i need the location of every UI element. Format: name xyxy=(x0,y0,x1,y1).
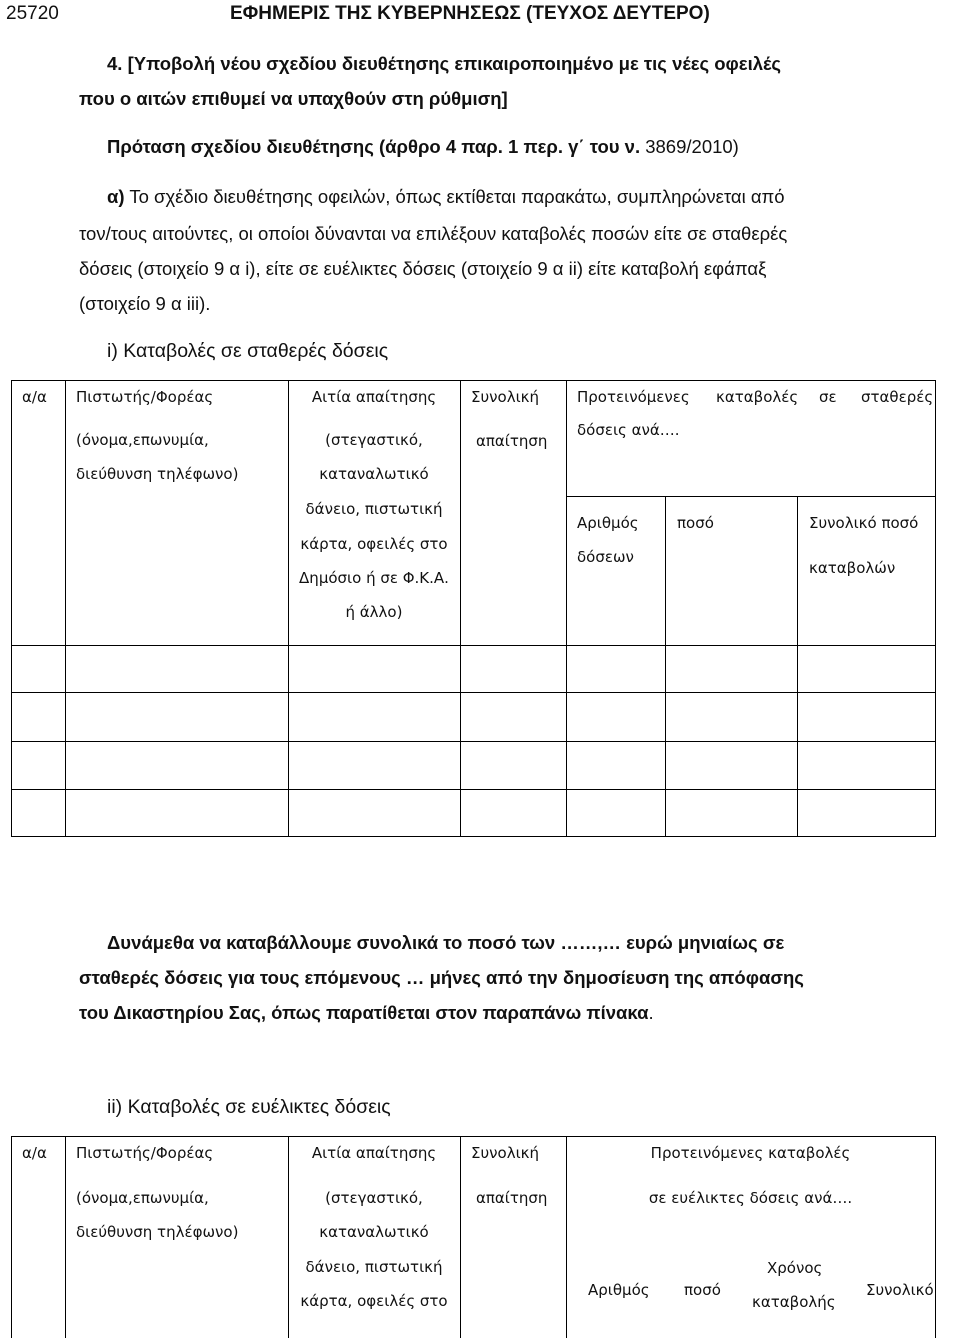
fixed-col-creditor-l2: (όνομα,επωνυμία, xyxy=(76,431,209,449)
flex-sub-amount: ποσό xyxy=(684,1281,721,1299)
paragraph-a-line4: (στοιχείο 9 α iii). xyxy=(79,293,211,314)
flex-col-cause-l4: δάνειο, πιστωτική xyxy=(305,1258,443,1276)
flex-col-creditor-l1: Πιστωτής/Φορέας xyxy=(76,1144,214,1162)
fixed-sub-amount: ποσό xyxy=(677,514,714,532)
closing-period: . xyxy=(648,1002,654,1023)
fixed-col-proposed-w2: καταβολές xyxy=(716,388,799,406)
section-heading-line1: 4. [Υποβολή νέου σχεδίου διευθέτησης επικαιροποιημένο με τις νέες οφειλές xyxy=(107,53,781,74)
flex-col-total-l1: Συνολική xyxy=(471,1144,540,1162)
flex-col-creditor-l3: διεύθυνση τηλέφωνο) xyxy=(76,1223,239,1241)
proposal-subheading-law: 3869/2010) xyxy=(640,136,739,157)
flexible-installments-title: ii) Καταβολές σε ευέλικτες δόσεις xyxy=(107,1096,391,1118)
proposal-subheading xyxy=(107,130,739,164)
fixed-col-creditor-l3: διεύθυνση τηλέφωνο) xyxy=(76,465,239,483)
proposal-subheading-bold: Πρόταση σχεδίου διευθέτησης (άρθρο 4 παρ. 1 περ. γ΄ του ν. xyxy=(107,136,641,157)
fixed-sub-total-l1: Συνολικό ποσό xyxy=(809,514,919,532)
fixed-col-cause-l2: (στεγαστικό, xyxy=(325,431,423,449)
fixed-col-cause-l4: δάνειο, πιστωτική xyxy=(305,500,443,518)
closing-line1: Δυνάμεθα να καταβάλλουμε συνολικά το ποσό των ……,… ευρώ μηνιαίως σε xyxy=(107,932,785,953)
flex-sub-count: Αριθμός xyxy=(588,1281,650,1299)
fixed-col-proposed-w1: Προτεινόμενες xyxy=(577,388,690,406)
flex-col-creditor-l2: (όνομα,επωνυμία, xyxy=(76,1189,209,1207)
section-heading-line2: που ο αιτών επιθυμεί να υπαχθούν στη ρύθμιση] xyxy=(79,88,508,109)
flex-col-aa: α/α xyxy=(22,1144,47,1162)
paragraph-a-label: α) xyxy=(107,186,125,207)
fixed-installments-title: i) Καταβολές σε σταθερές δόσεις xyxy=(107,340,389,362)
fixed-col-proposed-l2: δόσεις ανά…. xyxy=(577,421,680,439)
flex-sub-total: Συνολικό xyxy=(866,1281,934,1299)
paragraph-a-line2: τον/τους αιτούντες, οι οποίοι δύνανται να επιλέξουν καταβολές ποσών είτε σε σταθερές xyxy=(79,223,788,244)
closing-line2: σταθερές δόσεις για τους επόμενους … μήνες από την δημοσίευση της απόφασης xyxy=(79,967,804,988)
fixed-col-total-l1: Συνολική xyxy=(471,388,540,406)
flex-col-cause-l2: (στεγαστικό, xyxy=(325,1189,423,1207)
gazette-title: ΕΦΗΜΕΡΙΣ ΤΗΣ ΚΥΒΕΡΝΗΣΕΩΣ (ΤΕΥΧΟΣ ΔΕΥΤΕΡΟ) xyxy=(230,3,710,24)
fixed-sub-count-l2: δόσεων xyxy=(577,548,634,566)
fixed-sub-count-l1: Αριθμός xyxy=(577,514,639,532)
fixed-col-total-l2: απαίτηση xyxy=(476,432,548,450)
flex-col-proposed-l1: Προτεινόμενες καταβολές xyxy=(650,1144,851,1162)
fixed-col-cause-l3: καταναλωτικό xyxy=(319,465,429,483)
fixed-col-creditor-l1: Πιστωτής/Φορέας xyxy=(76,388,214,406)
page-number: 25720 xyxy=(6,3,59,24)
flex-sub-time-l1: Χρόνος xyxy=(767,1259,823,1277)
flex-col-proposed-l2: σε ευέλικτες δόσεις ανά…. xyxy=(648,1189,853,1207)
paragraph-a-line3: δόσεις (στοιχείο 9 α i), είτε σε ευέλικτες δόσεις (στοιχείο 9 α ii) είτε καταβολή εφάπαξ xyxy=(79,258,767,279)
closing-line3-text: του Δικαστηρίου Σας, όπως παρατίθεται στον παραπάνω πίνακα xyxy=(79,1002,649,1023)
flex-col-cause-l3: καταναλωτικό xyxy=(319,1223,429,1241)
fixed-col-aa: α/α xyxy=(22,388,47,406)
fixed-col-cause-l1: Αιτία απαίτησης xyxy=(311,388,437,406)
flex-sub-time-l2: καταβολής xyxy=(752,1293,836,1311)
fixed-col-cause-l7: ή άλλο) xyxy=(345,603,403,621)
fixed-sub-total-l2: καταβολών xyxy=(809,559,896,577)
paragraph-a-text1: Το σχέδιο διευθέτησης οφειλών, όπως εκτίθεται παρακάτω, συμπληρώνεται από xyxy=(124,186,785,207)
fixed-col-proposed-w3: σε xyxy=(819,388,837,406)
paragraph-a-line1 xyxy=(107,180,785,214)
flex-col-cause-l5: κάρτα, οφειλές στο xyxy=(300,1292,448,1310)
flex-col-total-l2: απαίτηση xyxy=(476,1189,548,1207)
fixed-col-proposed-w4: σταθερές xyxy=(861,388,934,406)
fixed-col-cause-l6: Δημόσιο ή σε Φ.Κ.Α. xyxy=(299,569,449,587)
closing-line3 xyxy=(79,996,654,1030)
flex-col-cause-l1: Αιτία απαίτησης xyxy=(311,1144,437,1162)
fixed-col-cause-l5: κάρτα, οφειλές στο xyxy=(300,535,448,553)
